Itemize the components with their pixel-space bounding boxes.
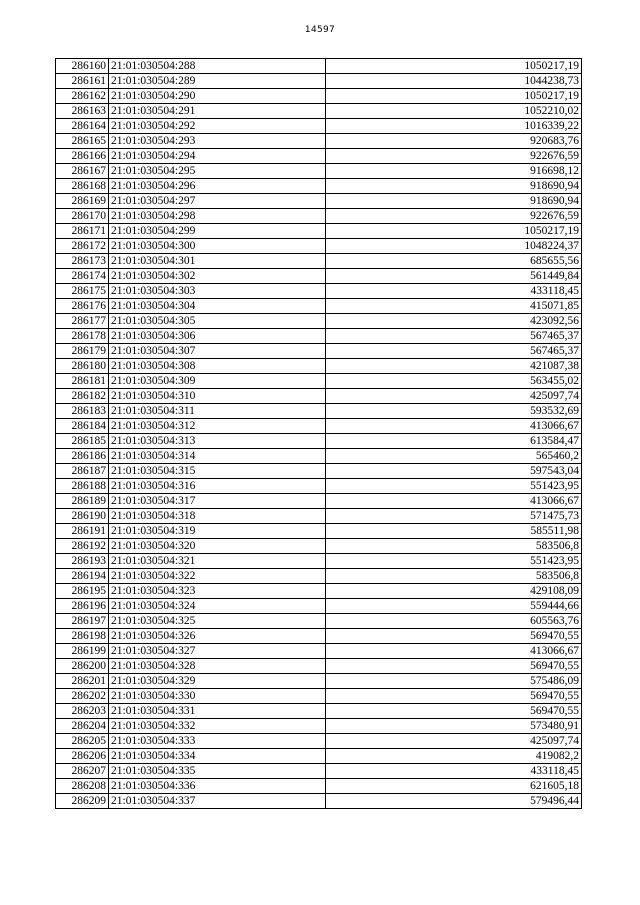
row-id-cell: 286176 [56,299,109,314]
table-row [56,119,582,134]
cadastral-value-cell: 415071,85 [326,299,582,314]
cadastral-value-cell: 425097,74 [326,734,582,749]
table-row [56,434,582,449]
table-row [56,209,582,224]
cadastral-value-cell: 413066,67 [326,419,582,434]
table-row [56,194,582,209]
table-row [56,704,582,719]
cadastral-value-cell: 413066,67 [326,494,582,509]
row-id-cell: 286205 [56,734,109,749]
cadastral-value-cell: 613584,47 [326,434,582,449]
cadastral-value-cell: 425097,74 [326,389,582,404]
cadastral-number-cell: 21:01:030504:337 [109,794,326,809]
cadastral-number-cell: 21:01:030504:326 [109,629,326,644]
cadastral-number-cell: 21:01:030504:333 [109,734,326,749]
table-row [56,314,582,329]
row-id-cell: 286166 [56,149,109,164]
table-row [56,689,582,704]
cadastral-value-cell: 563455,02 [326,374,582,389]
table-row [56,374,582,389]
row-id-cell: 286188 [56,479,109,494]
row-id-cell: 286178 [56,329,109,344]
table-row [56,464,582,479]
cadastral-number-cell: 21:01:030504:300 [109,239,326,254]
row-id-cell: 286193 [56,554,109,569]
row-id-cell: 286182 [56,389,109,404]
row-id-cell: 286190 [56,509,109,524]
cadastral-value-cell: 579496,44 [326,794,582,809]
table-row [56,419,582,434]
cadastral-number-cell: 21:01:030504:289 [109,74,326,89]
table-row [56,629,582,644]
cadastral-value-cell: 1016339,22 [326,119,582,134]
cadastral-number-cell: 21:01:030504:315 [109,464,326,479]
cadastral-value-cell: 593532,69 [326,404,582,419]
cadastral-value-cell: 583506,8 [326,569,582,584]
table-row [56,389,582,404]
row-id-cell: 286167 [56,164,109,179]
cadastral-number-cell: 21:01:030504:308 [109,359,326,374]
row-id-cell: 286165 [56,134,109,149]
cadastral-number-cell: 21:01:030504:335 [109,764,326,779]
cadastral-value-cell: 573480,91 [326,719,582,734]
row-id-cell: 286160 [56,59,109,74]
cadastral-number-cell: 21:01:030504:328 [109,659,326,674]
table-row [56,269,582,284]
table-row [56,299,582,314]
row-id-cell: 286207 [56,764,109,779]
row-id-cell: 286189 [56,494,109,509]
cadastral-number-cell: 21:01:030504:314 [109,449,326,464]
cadastral-number-cell: 21:01:030504:313 [109,434,326,449]
row-id-cell: 286199 [56,644,109,659]
row-id-cell: 286191 [56,524,109,539]
table-row [56,554,582,569]
row-id-cell: 286168 [56,179,109,194]
cadastral-value-cell: 569470,55 [326,629,582,644]
cadastral-value-cell: 916698,12 [326,164,582,179]
cadastral-value-cell: 922676,59 [326,209,582,224]
table-row [56,149,582,164]
cadastral-number-cell: 21:01:030504:325 [109,614,326,629]
cadastral-value-cell: 413066,67 [326,644,582,659]
cadastral-number-cell: 21:01:030504:318 [109,509,326,524]
table-row [56,584,582,599]
table-row [56,359,582,374]
row-id-cell: 286163 [56,104,109,119]
cadastral-value-cell: 1052210,02 [326,104,582,119]
cadastral-number-cell: 21:01:030504:321 [109,554,326,569]
cadastral-number-cell: 21:01:030504:294 [109,149,326,164]
cadastral-number-cell: 21:01:030504:336 [109,779,326,794]
table-row [56,59,582,74]
table-row [56,104,582,119]
row-id-cell: 286185 [56,434,109,449]
cadastral-value-cell: 920683,76 [326,134,582,149]
table-row [56,734,582,749]
cadastral-number-cell: 21:01:030504:292 [109,119,326,134]
table-row [56,284,582,299]
table-row [56,659,582,674]
cadastral-value-cell: 551423,95 [326,479,582,494]
table-row [56,764,582,779]
cadastral-value-cell: 597543,04 [326,464,582,479]
cadastral-number-cell: 21:01:030504:291 [109,104,326,119]
row-id-cell: 286162 [56,89,109,104]
cadastral-value-cell: 621605,18 [326,779,582,794]
cadastral-value-cell: 575486,09 [326,674,582,689]
row-id-cell: 286177 [56,314,109,329]
cadastral-value-cell: 918690,94 [326,194,582,209]
cadastral-value-cell: 918690,94 [326,179,582,194]
cadastral-number-cell: 21:01:030504:302 [109,269,326,284]
table-row [56,779,582,794]
row-id-cell: 286170 [56,209,109,224]
table-row [56,524,582,539]
table-body [56,59,582,809]
cadastral-value-cell: 567465,37 [326,344,582,359]
row-id-cell: 286197 [56,614,109,629]
table-row [56,89,582,104]
row-id-cell: 286181 [56,374,109,389]
row-id-cell: 286192 [56,539,109,554]
cadastral-number-cell: 21:01:030504:306 [109,329,326,344]
table-row [56,329,582,344]
table-row [56,74,582,89]
cadastral-value-cell: 569470,55 [326,689,582,704]
cadastral-value-cell: 567465,37 [326,329,582,344]
table-row [56,494,582,509]
row-id-cell: 286196 [56,599,109,614]
row-id-cell: 286174 [56,269,109,284]
cadastral-number-cell: 21:01:030504:309 [109,374,326,389]
cadastral-number-cell: 21:01:030504:310 [109,389,326,404]
cadastral-number-cell: 21:01:030504:295 [109,164,326,179]
table-row [56,644,582,659]
cadastral-number-cell: 21:01:030504:305 [109,314,326,329]
cadastral-value-cell: 559444,66 [326,599,582,614]
row-id-cell: 286161 [56,74,109,89]
cadastral-number-cell: 21:01:030504:327 [109,644,326,659]
cadastral-number-cell: 21:01:030504:317 [109,494,326,509]
cadastral-value-cell: 583506,8 [326,539,582,554]
cadastral-value-cell: 1050217,19 [326,89,582,104]
cadastral-value-cell: 433118,45 [326,764,582,779]
cadastral-number-cell: 21:01:030504:304 [109,299,326,314]
cadastral-number-cell: 21:01:030504:312 [109,419,326,434]
cadastral-value-cell: 419082,2 [326,749,582,764]
cadastral-value-cell: 429108,09 [326,584,582,599]
cadastral-number-cell: 21:01:030504:296 [109,179,326,194]
row-id-cell: 286183 [56,404,109,419]
table-row [56,509,582,524]
cadastral-value-cell: 569470,55 [326,704,582,719]
table-row [56,179,582,194]
table-row [56,749,582,764]
row-id-cell: 286187 [56,464,109,479]
table-row [56,719,582,734]
cadastral-number-cell: 21:01:030504:332 [109,719,326,734]
row-id-cell: 286202 [56,689,109,704]
cadastral-number-cell: 21:01:030504:330 [109,689,326,704]
cadastral-value-cell: 1050217,19 [326,224,582,239]
cadastral-value-cell: 1048224,37 [326,239,582,254]
cadastral-value-cell: 585511,98 [326,524,582,539]
cadastral-value-cell: 433118,45 [326,284,582,299]
row-id-cell: 286201 [56,674,109,689]
row-id-cell: 286206 [56,749,109,764]
row-id-cell: 286179 [56,344,109,359]
cadastral-value-cell: 1044238,73 [326,74,582,89]
table-row [56,674,582,689]
table-row [56,224,582,239]
row-id-cell: 286198 [56,629,109,644]
row-id-cell: 286208 [56,779,109,794]
table-row [56,599,582,614]
cadastral-value-table [55,58,582,809]
cadastral-value-cell: 605563,76 [326,614,582,629]
table-row [56,344,582,359]
row-id-cell: 286203 [56,704,109,719]
row-id-cell: 286164 [56,119,109,134]
cadastral-number-cell: 21:01:030504:301 [109,254,326,269]
table-row [56,254,582,269]
table-row [56,539,582,554]
cadastral-number-cell: 21:01:030504:322 [109,569,326,584]
cadastral-number-cell: 21:01:030504:316 [109,479,326,494]
row-id-cell: 286194 [56,569,109,584]
row-id-cell: 286180 [56,359,109,374]
cadastral-number-cell: 21:01:030504:329 [109,674,326,689]
cadastral-value-cell: 569470,55 [326,659,582,674]
row-id-cell: 286195 [56,584,109,599]
cadastral-number-cell: 21:01:030504:293 [109,134,326,149]
cadastral-value-cell: 423092,56 [326,314,582,329]
table-row [56,449,582,464]
cadastral-number-cell: 21:01:030504:324 [109,599,326,614]
cadastral-value-cell: 551423,95 [326,554,582,569]
cadastral-value-cell: 922676,59 [326,149,582,164]
row-id-cell: 286173 [56,254,109,269]
cadastral-number-cell: 21:01:030504:298 [109,209,326,224]
cadastral-number-cell: 21:01:030504:311 [109,404,326,419]
row-id-cell: 286171 [56,224,109,239]
row-id-cell: 286172 [56,239,109,254]
cadastral-number-cell: 21:01:030504:307 [109,344,326,359]
page-number: 14597 [304,25,336,35]
row-id-cell: 286204 [56,719,109,734]
row-id-cell: 286169 [56,194,109,209]
cadastral-value-cell: 421087,38 [326,359,582,374]
cadastral-value-cell: 1050217,19 [326,59,582,74]
cadastral-value-cell: 685655,56 [326,254,582,269]
table-row [56,164,582,179]
row-id-cell: 286200 [56,659,109,674]
table-row [56,614,582,629]
table-row [56,479,582,494]
table-row [56,794,582,809]
table-row [56,569,582,584]
cadastral-value-cell: 561449,84 [326,269,582,284]
cadastral-number-cell: 21:01:030504:288 [109,59,326,74]
cadastral-number-cell: 21:01:030504:334 [109,749,326,764]
row-id-cell: 286209 [56,794,109,809]
table-row [56,134,582,149]
row-id-cell: 286184 [56,419,109,434]
cadastral-number-cell: 21:01:030504:323 [109,584,326,599]
cadastral-value-cell: 571475,73 [326,509,582,524]
cadastral-number-cell: 21:01:030504:290 [109,89,326,104]
table-row [56,239,582,254]
row-id-cell: 286186 [56,449,109,464]
cadastral-number-cell: 21:01:030504:303 [109,284,326,299]
cadastral-number-cell: 21:01:030504:331 [109,704,326,719]
cadastral-value-cell: 565460,2 [326,449,582,464]
cadastral-number-cell: 21:01:030504:299 [109,224,326,239]
cadastral-number-cell: 21:01:030504:297 [109,194,326,209]
row-id-cell: 286175 [56,284,109,299]
cadastral-number-cell: 21:01:030504:320 [109,539,326,554]
cadastral-number-cell: 21:01:030504:319 [109,524,326,539]
table-row [56,404,582,419]
